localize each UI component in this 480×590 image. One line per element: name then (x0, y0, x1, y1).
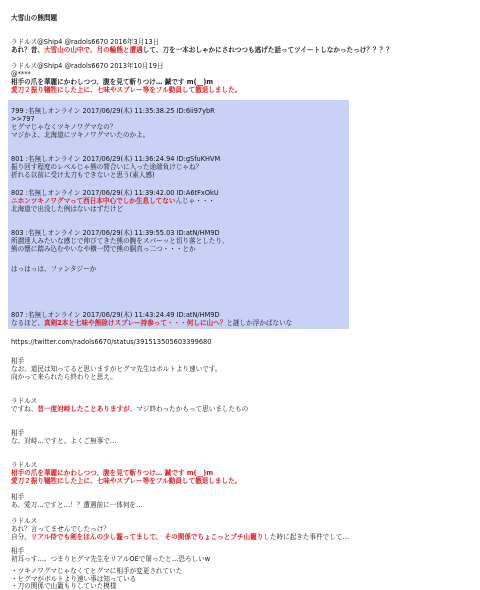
speaker-name: 相手 (11, 493, 25, 501)
post-header: 802 :名無しオンライン 2017/06/29(木) 11:39:42.00 ID:A6tFxOkU (11, 189, 219, 197)
speaker-name: ラドルス (11, 461, 38, 469)
post-line: はっはっは、ファンタジーか (11, 265, 97, 273)
tweet-line: 相手の爪を華麗にかわしつつ、腹を見て斬りつけ… 鍼です m(__)m (11, 78, 214, 86)
dialog-line: 初耳っす…。つまりヒグマ先生をリアルOEで屠ったと…恐ろしいw (11, 555, 211, 563)
tweet-line-highlight: 愛刀２振り犠牲にした上に、七味やスプレー等をフル動員して撤退しました。 (11, 86, 242, 94)
dialog-line (11, 405, 476, 413)
post-line-highlight: 真剣2本と七味や熊除けスプレー持参って・・・何しに山へ？ (43, 319, 227, 327)
speaker-name: 相手 (11, 357, 25, 365)
post-line: 熊の懐に踏み込むやいなや横一閃で熊の胴真っ二つ・・・とか (11, 245, 196, 253)
post-line-prefix: なるほど、 (11, 319, 44, 327)
dialog-line: なお、道民は知ってると思いますがヒグマ先生はボルトより速いです。 (11, 365, 222, 373)
list-item: ・ツキノワグマじゃなくてヒグマに相手が変更されていた (11, 567, 183, 575)
post-header: 807 :名無しオンライン 2017/06/29(木) 11:43:24.49 ID:atN/HM9D (11, 311, 220, 319)
post-line: 北海道で出没した例はないはずだけど (11, 205, 124, 213)
tweet-body-highlight: 大雪山の山中で、月の輪熊と遭遇 (43, 46, 143, 54)
post-line-rest: んじゃ・・・ (175, 197, 216, 205)
dialog-line: あ、愛刀…ですと…！？遭遇前に一体何を… (11, 501, 143, 509)
dialog-highlight: 相手の爪を華麗にかわしつつ、腹を見て斬りつけ… 鍼です m(__)m (11, 469, 214, 477)
speaker-name: 相手 (11, 547, 25, 555)
speaker-name: ラドルス (11, 517, 38, 525)
list-item: ・ヒグマがボルトより速い事は知っている (11, 575, 137, 583)
dialog-line: な、対峙…ですと。よくご無事で… (11, 437, 117, 445)
dialog-line (11, 533, 476, 541)
tweet-header: ラドルス@Ship4 @radols6670 2016年3月13日 (11, 38, 160, 46)
post-line (11, 197, 476, 205)
post-line-highlight: ニホンツキノワグマって西日本中心でしか生息してない (11, 197, 176, 205)
dialog-prefix: ですね、 (11, 405, 38, 413)
page-title: 大雪山の熊問題 (11, 14, 58, 22)
dialog-highlight: 愛刀２振り犠牲にした上に、七味やスプレー等をフル動員して撤退しました。 (11, 477, 242, 485)
post-header: 801 :名無しオンライン 2017/06/29(木) 11:36:24.94 ID:gSfuKHVM (11, 155, 221, 163)
dialog-prefix: 自分、 (11, 533, 31, 541)
dialog-line: 向かって来られたら終わりと思え。 (11, 373, 117, 381)
post-line-suffix: と謎しか浮かばないな (226, 319, 293, 327)
post-ref: >>797 (11, 115, 35, 123)
post-line: 折れる以前に受け太刀もできないと思う(素人感) (11, 171, 155, 179)
tweet-header: ラドルス@Ship4 @radols6670 2013年10月19日 (11, 62, 164, 70)
tweet-body-prefix: あれ？昔、 (11, 46, 44, 54)
post-header: 799 :名無しオンライン 2017/06/29(木) 11:35:38.25 ID:6ii97ybR (11, 107, 215, 115)
speaker-name: ラドルス (11, 397, 38, 405)
speaker-name: 相手 (11, 429, 25, 437)
dialog-line: あれ？言ってませんでしたっけ？ (11, 525, 110, 533)
dialog-highlight: リアル侍でも剣をほんの少し齧ってまして、 その関係でちょこっとプチ山籠り (30, 533, 264, 541)
list-item: ・刀の関係で山籠もりしていた模様 (11, 582, 117, 590)
dialog-suffix: 、マジ終わったかもって思いましたもの (129, 405, 249, 413)
dialog-highlight: 昔一度対峙したことありますが (37, 405, 130, 413)
tweet-body-suffix: して、刀を一本おしゃかにされつつも逃げた話ってツイートしなかったっけ？？？？ (142, 46, 393, 54)
post-line (11, 319, 476, 327)
post-header: 803 :名無しオンライン 2017/06/29(木) 11:39:55.03 ID:atN/HM9D (11, 229, 220, 237)
post-line: 所謂達人みたいな感じで伸びてきた熊の腕をスパーッと切り落としたり、 (11, 237, 229, 245)
tweet-handle: @**** (11, 70, 31, 78)
post-line: 振り回す程度のレベルじゃ熊の膂合いに入った途端負けじゃね？ (11, 163, 203, 171)
post-line: マジかよ、北海道にツキノワグマいたのかよ。 (11, 131, 150, 139)
dialog-suffix: した時に起きた事件でして… (263, 533, 350, 541)
source-url: https://twitter.com/radols6670/status/391513505603399680 (11, 338, 212, 346)
post-line: ヒグマじゃなくツキノワグマなの？ (11, 123, 117, 131)
tweet-body (11, 46, 476, 54)
